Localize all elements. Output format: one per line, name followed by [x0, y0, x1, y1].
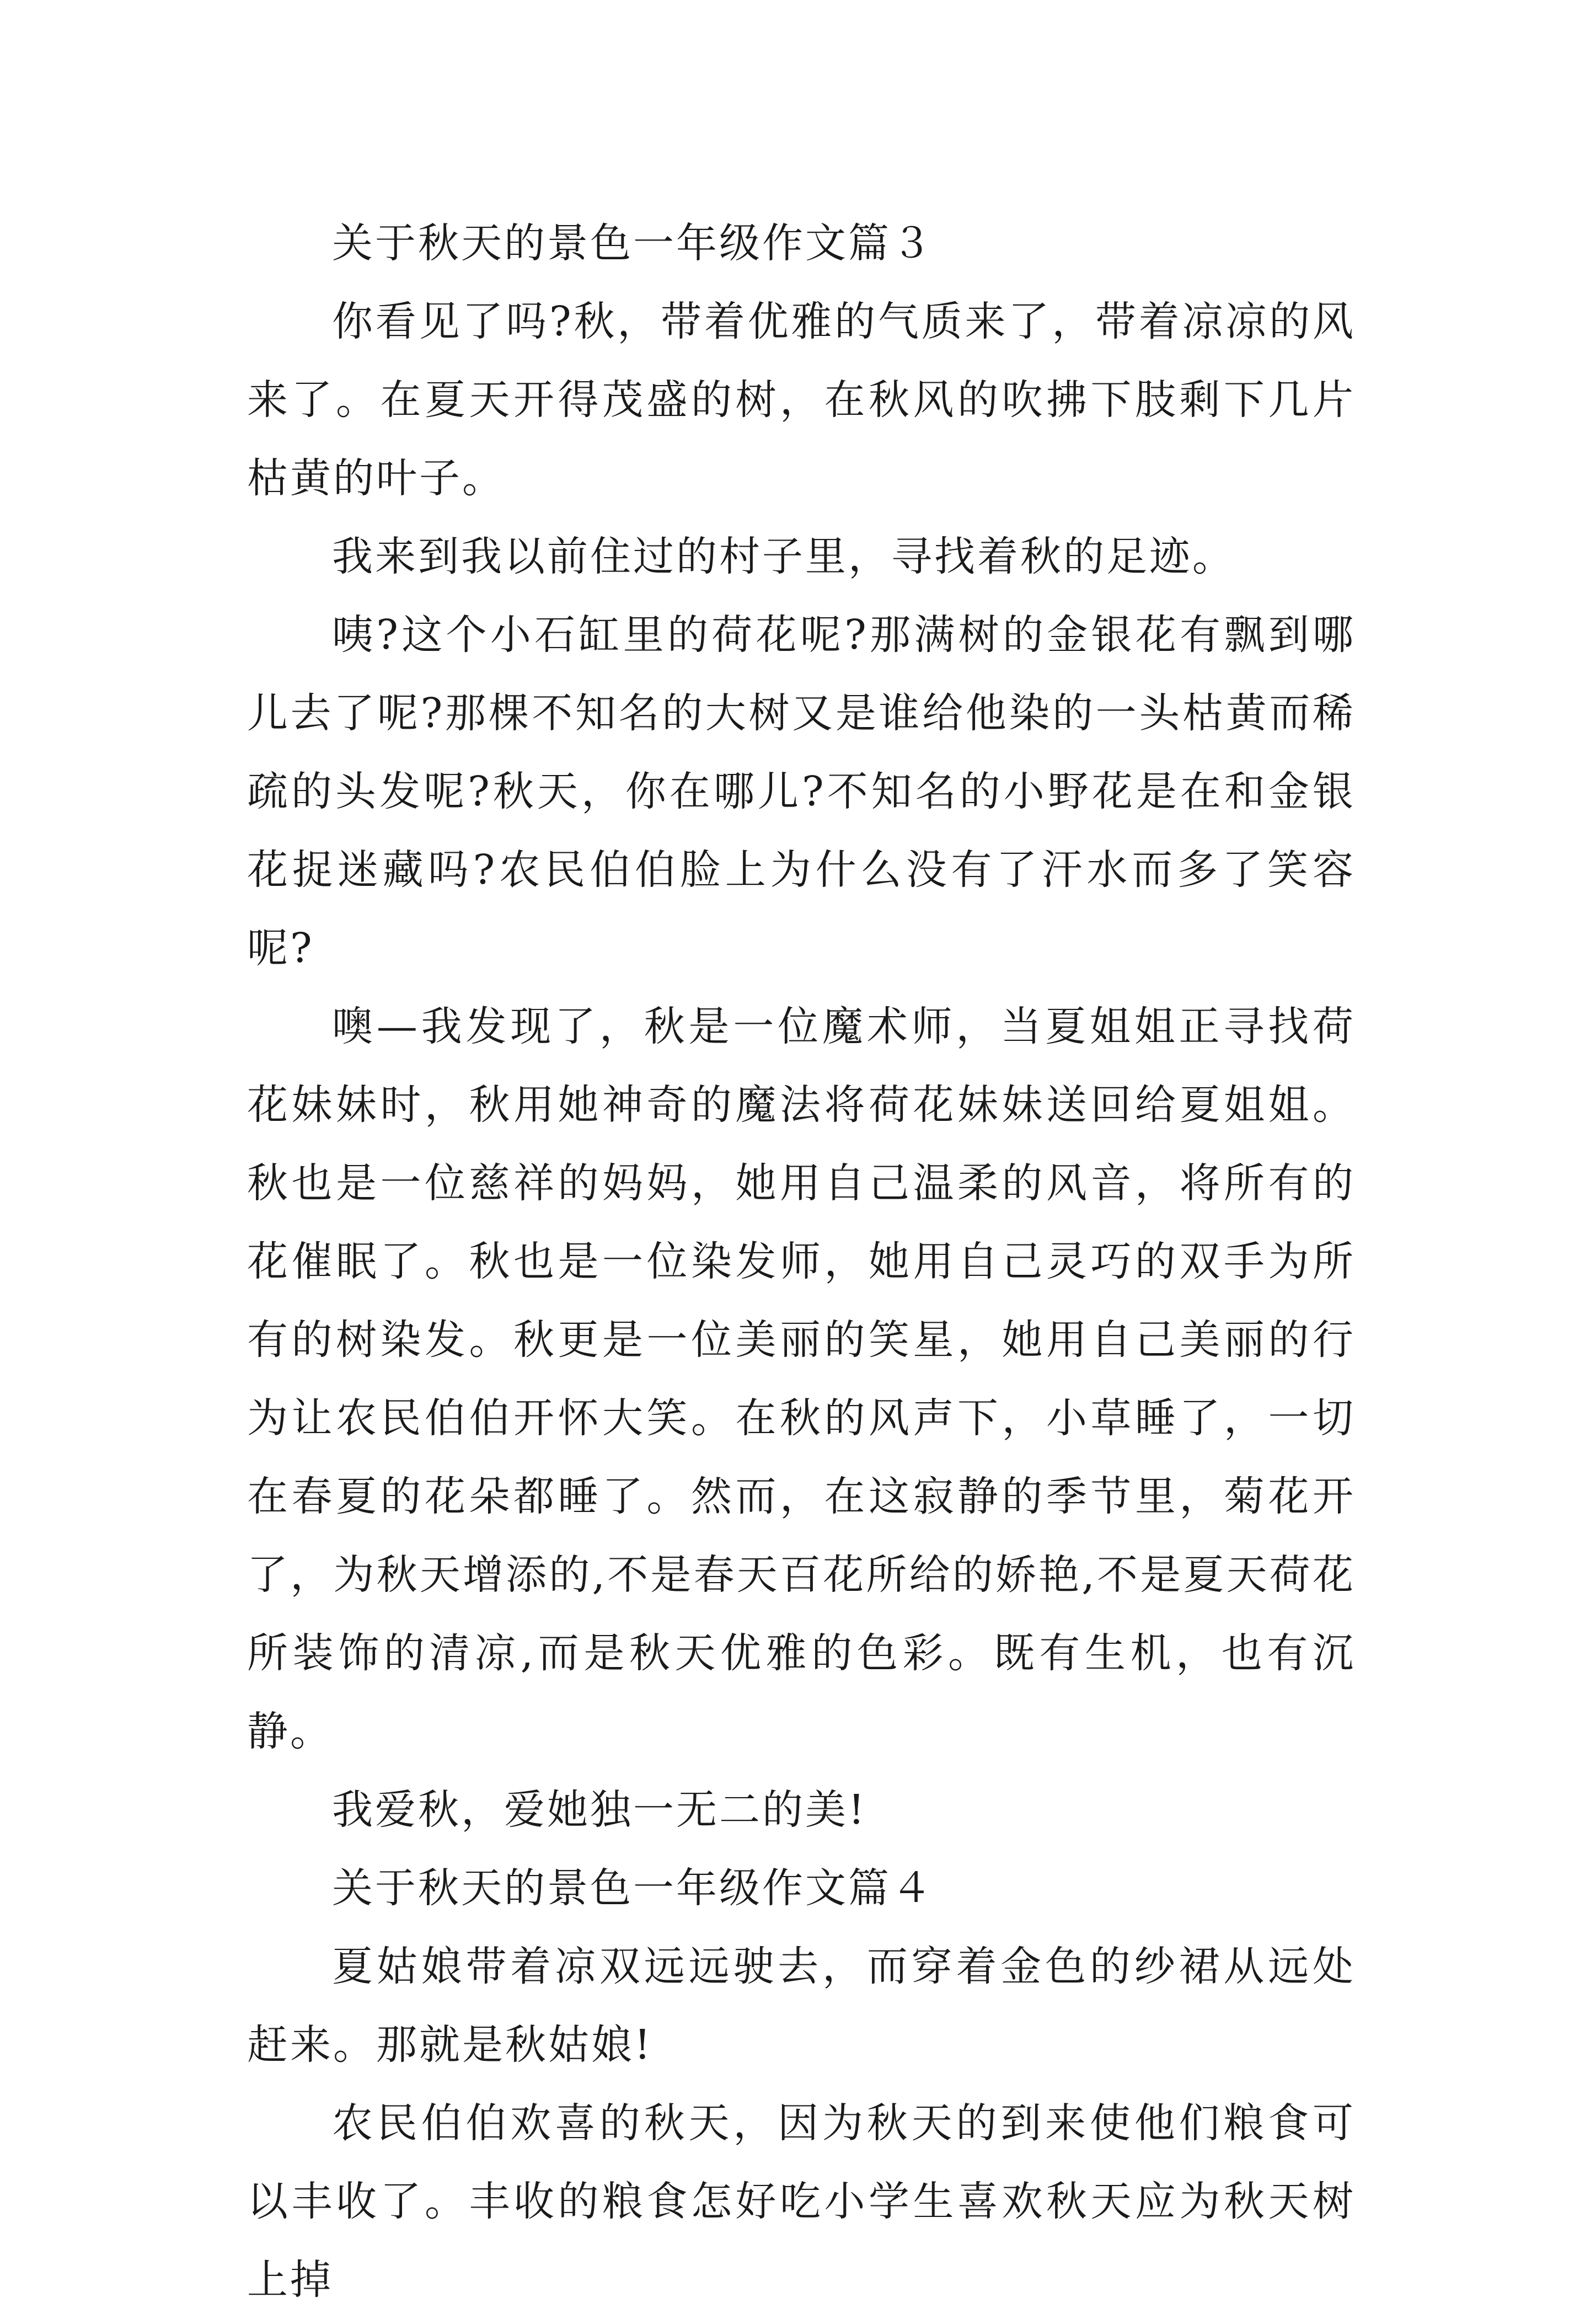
- paragraph: 你看见了吗?秋，带着优雅的气质来了，带着凉凉的风来了。在夏天开得茂盛的树，在秋风的吹拂下肢剩下几片枯黄的叶子。: [247, 298, 1356, 502]
- paragraph: 夏姑娘带着凉双远远驶去，而穿着金色的纱裙从远处赶来。那就是秋姑娘!: [247, 1943, 1356, 2069]
- paragraph: 我爱秋，爱她独一无二的美!: [332, 1786, 867, 1834]
- paragraph: 农民伯伯欢喜的秋天，因为秋天的到来使他们粮食可以丰收了。丰收的粮食怎好吃小学生喜欢秋天应为秋天树上掉: [247, 2099, 1356, 2304]
- essay-heading-4: 关于秋天的景色一年级作文篇４: [332, 1864, 934, 1912]
- paragraph: 噢—我发现了，秋是一位魔术师，当夏姐姐正寻找荷花妹妹时，秋用她神奇的魔法将荷花妹妹送回给夏姐姐。秋也是一位慈祥的妈妈，她用自己温柔的风音，将所有的花催眠了。秋也是一位染发师，她用自己灵巧的双手为所有的树染发。秋更是一位美丽的笑星，她用自己美丽的行为让农民伯伯开怀大笑。在秋的风声下，小草睡了，一切在春夏的花朵都睡了。然而，在这寂静的季节里，菊花开了，为秋天增添的,不是春天百花所给的娇艳,不是夏天荷花所装饰的清凉,而是秋天优雅的色彩。既有生机，也有沉静。: [247, 1003, 1356, 1755]
- paragraph: 咦?这个小石缸里的荷花呢?那满树的金银花有飘到哪儿去了呢?那棵不知名的大树又是谁给他染的一头枯黄而稀疏的头发呢?秋天，你在哪儿?不知名的小野花是在和金银花捉迷藏吗?农民伯伯脸上为什么没有了汗水而多了笑容呢?: [247, 611, 1356, 972]
- essay-heading-3: 关于秋天的景色一年级作文篇３: [332, 220, 934, 267]
- document-body: [247, 204, 1356, 2319]
- paragraph: 我来到我以前住过的村子里，寻找着秋的足迹。: [332, 533, 1235, 580]
